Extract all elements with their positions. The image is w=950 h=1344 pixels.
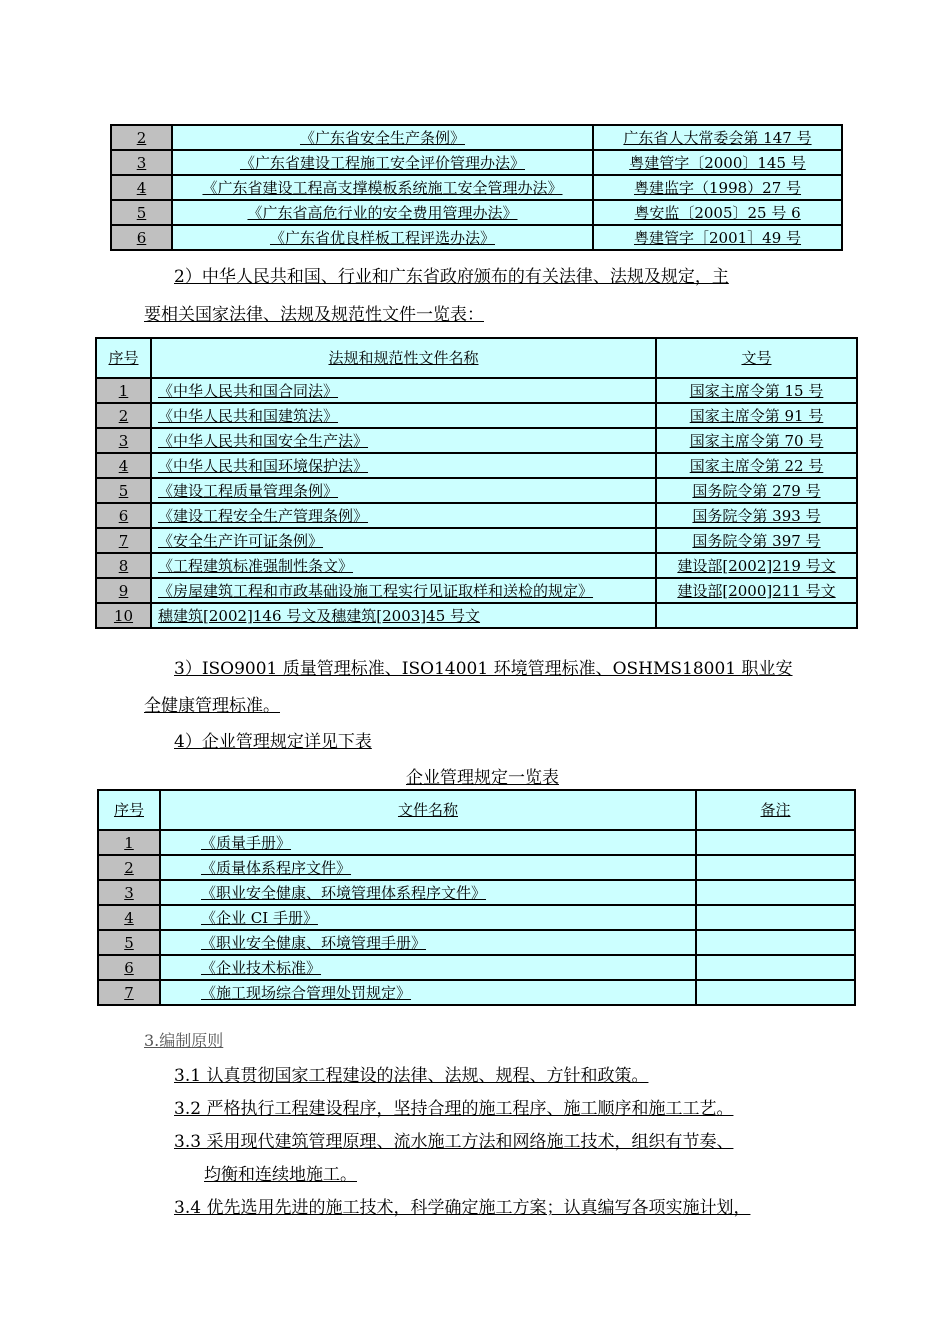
cell-no-text: 4 bbox=[136, 178, 147, 197]
cell-no-text: 4 bbox=[118, 456, 129, 475]
cell-name-text: 《安全生产许可证条例》 bbox=[158, 531, 324, 550]
cell-note bbox=[696, 855, 855, 880]
table-row bbox=[111, 200, 842, 225]
cell-doc-text: 粤建管字〔2000〕145 号 bbox=[629, 153, 806, 172]
cell-name-text: 《建设工程质量管理条例》 bbox=[158, 481, 339, 500]
section-3-heading: 3.编制原则 bbox=[144, 1031, 224, 1050]
table-row bbox=[96, 578, 857, 603]
cell-no bbox=[98, 830, 160, 855]
cell-name bbox=[172, 125, 593, 150]
cell-doc bbox=[656, 503, 857, 528]
cell-doc bbox=[656, 453, 857, 478]
cell-name-text: 《广东省高危行业的安全费用管理办法》 bbox=[247, 203, 518, 222]
cell-no-text: 3 bbox=[118, 431, 129, 450]
cell-name-text: 《职业安全健康、环境管理体系程序文件》 bbox=[201, 883, 487, 902]
cell-doc-text: 广东省人大常委会第 147 号 bbox=[623, 128, 812, 147]
cell-doc bbox=[656, 528, 857, 553]
cell-no-text: 1 bbox=[124, 833, 134, 852]
cell-name bbox=[151, 578, 656, 603]
cell-doc-text: 国家主席令第 15 号 bbox=[689, 381, 824, 400]
table-row bbox=[98, 880, 855, 905]
cell-no-text: 2 bbox=[118, 406, 129, 425]
cell-name bbox=[160, 855, 696, 880]
cell-note bbox=[696, 930, 855, 955]
header-no: 序号 bbox=[98, 790, 160, 830]
cell-no bbox=[98, 955, 160, 980]
cell-doc-text: 粤安监〔2005〕25 号 6 bbox=[634, 203, 801, 222]
table-row bbox=[98, 830, 855, 855]
table-row bbox=[111, 225, 842, 250]
table-row bbox=[96, 453, 857, 478]
cell-name-text: 《广东省优良样板工程评选办法》 bbox=[269, 228, 495, 247]
table-row bbox=[98, 980, 855, 1005]
cell-no bbox=[98, 855, 160, 880]
table-row bbox=[96, 478, 857, 503]
cell-name-text: 《企业 CI 手册》 bbox=[201, 908, 318, 927]
paragraph-2-line-1: 2）中华人民共和国、行业和广东省政府颁布的有关法律、法规及规定，主 bbox=[174, 267, 729, 287]
cell-no bbox=[96, 578, 151, 603]
cell-no bbox=[98, 930, 160, 955]
cell-doc bbox=[593, 150, 842, 175]
cell-name bbox=[172, 150, 593, 175]
table-row bbox=[98, 905, 855, 930]
cell-no-text: 5 bbox=[118, 481, 129, 500]
cell-no bbox=[111, 175, 172, 200]
principle-3-3-line-1: 3.3 采用现代建筑管理原理、流水施工方法和网络施工技术，组织有节奏、 bbox=[174, 1132, 734, 1152]
cell-no-text: 3 bbox=[124, 883, 134, 902]
cell-name-text: 《工程建筑标准强制性条文》 bbox=[158, 556, 354, 575]
cell-doc bbox=[593, 125, 842, 150]
cell-no bbox=[111, 200, 172, 225]
cell-no-text: 6 bbox=[124, 958, 134, 977]
cell-doc bbox=[656, 603, 857, 628]
cell-name bbox=[151, 528, 656, 553]
cell-no bbox=[96, 528, 151, 553]
cell-name-text: 《中华人民共和国环境保护法》 bbox=[158, 456, 369, 475]
cell-name bbox=[160, 930, 696, 955]
table-row bbox=[111, 150, 842, 175]
cell-doc-text: 国家主席令第 70 号 bbox=[689, 431, 824, 450]
cell-no-text: 1 bbox=[118, 381, 129, 400]
cell-no-text: 5 bbox=[136, 203, 147, 222]
cell-doc bbox=[656, 403, 857, 428]
table-row bbox=[98, 855, 855, 880]
cell-doc-text: 国家主席令第 91 号 bbox=[689, 406, 824, 425]
cell-name bbox=[151, 603, 656, 628]
cell-name bbox=[172, 200, 593, 225]
cell-note bbox=[696, 980, 855, 1005]
cell-no bbox=[98, 905, 160, 930]
cell-name-text: 《广东省安全生产条例》 bbox=[299, 128, 465, 147]
table-row bbox=[98, 955, 855, 980]
cell-name-text: 《广东省建设工程施工安全评价管理办法》 bbox=[239, 153, 525, 172]
cell-no-text: 3 bbox=[136, 153, 147, 172]
table-row bbox=[111, 175, 842, 200]
cell-name-text: 《质量体系程序文件》 bbox=[201, 858, 352, 877]
cell-name bbox=[151, 553, 656, 578]
cell-note bbox=[696, 880, 855, 905]
cell-no bbox=[96, 403, 151, 428]
enterprise-rules-table bbox=[97, 789, 856, 1006]
cell-doc bbox=[656, 378, 857, 403]
cell-no-text: 6 bbox=[136, 228, 147, 247]
cell-doc-text: 国务院令第 397 号 bbox=[692, 531, 821, 550]
header-note: 备注 bbox=[696, 790, 855, 830]
cell-no bbox=[96, 453, 151, 478]
cell-no bbox=[98, 880, 160, 905]
cell-no-text: 2 bbox=[124, 858, 134, 877]
cell-doc bbox=[593, 175, 842, 200]
cell-name-text: 《中华人民共和国合同法》 bbox=[158, 381, 339, 400]
cell-doc bbox=[593, 200, 842, 225]
cell-name bbox=[151, 478, 656, 503]
cell-no-text: 5 bbox=[124, 933, 134, 952]
principle-3-1: 3.1 认真贯彻国家工程建设的法律、法规、规程、方针和政策。 bbox=[174, 1066, 649, 1086]
cell-name bbox=[160, 880, 696, 905]
cell-name bbox=[151, 403, 656, 428]
header-name: 文件名称 bbox=[160, 790, 696, 830]
cell-no-text: 10 bbox=[113, 606, 134, 625]
cell-name bbox=[160, 830, 696, 855]
table-row bbox=[98, 930, 855, 955]
header-doc: 文号 bbox=[656, 338, 857, 378]
provincial-regulations-table bbox=[110, 124, 843, 251]
principle-3-2: 3.2 严格执行工程建设程序，坚持合理的施工程序、施工顺序和施工工艺。 bbox=[174, 1099, 734, 1119]
table-header-row bbox=[98, 790, 855, 830]
cell-doc-text: 建设部[2002]219 号文 bbox=[677, 556, 836, 575]
cell-doc bbox=[656, 578, 857, 603]
cell-no bbox=[96, 378, 151, 403]
cell-note bbox=[696, 955, 855, 980]
header-name: 法规和规范性文件名称 bbox=[151, 338, 656, 378]
cell-doc-text: 国家主席令第 22 号 bbox=[689, 456, 824, 475]
cell-name-text: 《广东省建设工程高支撑模板系统施工安全管理办法》 bbox=[202, 178, 563, 197]
cell-name-text: 《建设工程安全生产管理条例》 bbox=[158, 506, 369, 525]
table-header-row bbox=[96, 338, 857, 378]
paragraph-3-line-2: 全健康管理标准。 bbox=[144, 696, 280, 716]
paragraph-3-line-1: 3）ISO9001 质量管理标准、ISO14001 环境管理标准、OSHMS18001 职业安 bbox=[174, 659, 793, 679]
cell-no-text: 6 bbox=[118, 506, 129, 525]
cell-name-text: 《房屋建筑工程和市政基础设施工程实行见证取样和送检的规定》 bbox=[158, 581, 594, 600]
cell-name-text: 《中华人民共和国安全生产法》 bbox=[158, 431, 369, 450]
cell-doc bbox=[656, 553, 857, 578]
cell-no bbox=[96, 603, 151, 628]
table-row bbox=[111, 125, 842, 150]
cell-doc-text: 建设部[2000]211 号文 bbox=[677, 581, 836, 600]
cell-name-text: 《企业技术标准》 bbox=[201, 958, 322, 977]
cell-no-text: 7 bbox=[124, 983, 134, 1002]
table-3-title: 企业管理规定一览表 bbox=[406, 768, 559, 788]
cell-no bbox=[111, 225, 172, 250]
cell-doc bbox=[656, 428, 857, 453]
table-row bbox=[96, 378, 857, 403]
cell-name-text: 《中华人民共和国建筑法》 bbox=[158, 406, 339, 425]
table-row bbox=[96, 428, 857, 453]
table-row bbox=[96, 403, 857, 428]
paragraph-4: 4）企业管理规定详见下表 bbox=[174, 732, 372, 752]
cell-name bbox=[160, 905, 696, 930]
header-no: 序号 bbox=[96, 338, 151, 378]
cell-doc bbox=[593, 225, 842, 250]
cell-no bbox=[96, 478, 151, 503]
table-row bbox=[96, 528, 857, 553]
cell-no-text: 8 bbox=[118, 556, 129, 575]
cell-no bbox=[98, 980, 160, 1005]
cell-no-text: 7 bbox=[118, 531, 129, 550]
cell-name bbox=[172, 175, 593, 200]
cell-no-text: 4 bbox=[124, 908, 134, 927]
cell-doc-text: 国务院令第 393 号 bbox=[692, 506, 821, 525]
cell-doc-text: 粤建管字［2001］49 号 bbox=[633, 228, 802, 247]
cell-doc-text: 国务院令第 279 号 bbox=[692, 481, 821, 500]
cell-name bbox=[151, 378, 656, 403]
cell-name-text: 《职业安全健康、环境管理手册》 bbox=[201, 933, 427, 952]
cell-name bbox=[160, 980, 696, 1005]
cell-no bbox=[111, 150, 172, 175]
cell-doc-text: 粤建监字（1998）27 号 bbox=[633, 178, 802, 197]
cell-no bbox=[96, 553, 151, 578]
principle-3-4: 3.4 优先选用先进的施工技术，科学确定施工方案；认真编写各项实施计划， bbox=[174, 1198, 751, 1218]
cell-name bbox=[151, 428, 656, 453]
cell-no bbox=[96, 428, 151, 453]
principle-3-3-line-2: 均衡和连续地施工。 bbox=[204, 1165, 357, 1185]
cell-note bbox=[696, 905, 855, 930]
cell-name bbox=[151, 503, 656, 528]
cell-name-text: 《施工现场综合管理处罚规定》 bbox=[201, 983, 412, 1002]
national-laws-table bbox=[95, 337, 858, 629]
table-row bbox=[96, 603, 857, 628]
table-row bbox=[96, 553, 857, 578]
cell-no bbox=[111, 125, 172, 150]
cell-name-text: 穗建筑[2002]146 号文及穗建筑[2003]45 号文 bbox=[158, 606, 481, 625]
cell-no bbox=[96, 503, 151, 528]
paragraph-2-line-2: 要相关国家法律、法规及规范性文件一览表： bbox=[144, 305, 484, 325]
cell-name-text: 《质量手册》 bbox=[201, 833, 292, 852]
cell-doc bbox=[656, 478, 857, 503]
cell-no-text: 2 bbox=[136, 128, 147, 147]
cell-name bbox=[151, 453, 656, 478]
cell-no-text: 9 bbox=[118, 581, 129, 600]
cell-name bbox=[160, 955, 696, 980]
cell-name bbox=[172, 225, 593, 250]
cell-note bbox=[696, 830, 855, 855]
table-row bbox=[96, 503, 857, 528]
